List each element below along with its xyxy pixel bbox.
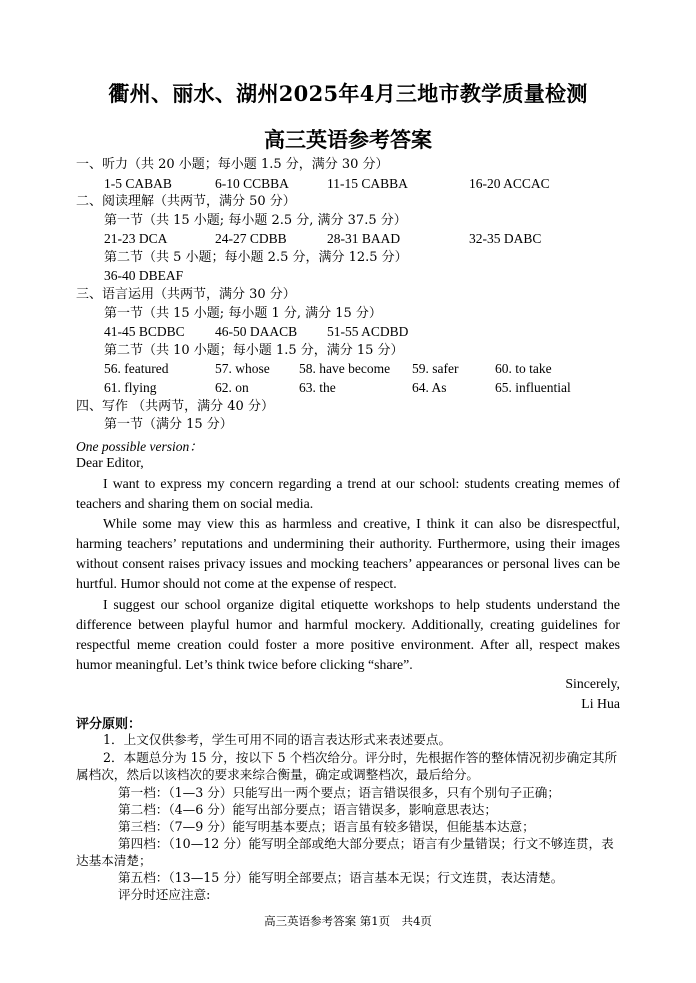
blank-answer: 61. flying bbox=[104, 380, 157, 395]
blank-answer: 60. to take bbox=[495, 361, 552, 376]
listening-heading: 一、听力（共 20 小题；每小题 1.5 分，满分 30 分） bbox=[76, 157, 389, 172]
answer-group: 28-31 BAAD bbox=[327, 231, 401, 246]
blank-answer: 59. safer bbox=[412, 361, 459, 376]
answer-group: 24-27 CDBB bbox=[215, 231, 287, 246]
answer-group: 21-23 DCA bbox=[104, 231, 168, 246]
criteria-heading: 评分原则： bbox=[76, 717, 142, 732]
letter-paragraph: I suggest our school organize digital etiquette workshops to help students understand the difference between playful humor and harmful mockery. Additionally, creating guidelines for respectful meme creation could foster a more positive environment. After all, respect makes humor meaningful. Let’s think twice before clicking “share”. bbox=[76, 597, 620, 672]
writing-heading: 四、写作 （共两节，满分 40 分） bbox=[76, 399, 274, 414]
reading-section2-heading: 第二节（共 5 小题；每小题 2.5 分，满分 12.5 分） bbox=[104, 250, 408, 265]
page-footer: 高三英语参考答案 第1页 共4页 bbox=[264, 914, 432, 928]
blank-answer: 65. influential bbox=[495, 380, 571, 395]
answer-group: 51-55 ACDBD bbox=[327, 324, 409, 339]
criteria-point: 1．上文仅供参考，学生可用不同的语言表达形式来表述要点。 bbox=[103, 732, 452, 747]
criteria-note: 评分时还应注意: bbox=[118, 887, 211, 902]
document-subtitle: 高三英语参考答案 bbox=[264, 127, 432, 152]
blank-answer: 57. whose bbox=[215, 361, 270, 376]
reading-section1-heading: 第一节（共 15 小题; 每小题 2.5 分, 满分 37.5 分） bbox=[104, 213, 407, 228]
answer-group: 6-10 CCBBA bbox=[215, 176, 289, 191]
letter-paragraph: While some may view this as harmless and creative, I think it can also be disrespectful, harming teachers’ reputations and undermining their authority. Furthermore, using their images without consent raises privacy issues and mocking teachers’ appearances or personal lives can be hurtful. Humor should not come at the expense of respect. bbox=[76, 516, 620, 591]
reading-heading: 二、阅读理解（共两节，满分 50 分） bbox=[76, 194, 296, 209]
document-title: 衢州、丽水、湖州2025年4月三地市教学质量检测 bbox=[108, 81, 588, 106]
blank-answer: 64. As bbox=[412, 380, 447, 395]
language-heading: 三、语言运用（共两节，满分 30 分） bbox=[76, 287, 296, 302]
letter-paragraph: I want to express my concern regarding a trend at our school: students creating memes of teachers and sharing them on social media. bbox=[76, 476, 620, 511]
criteria-level: 第三档：（7—9 分）能写明基本要点；语言虽有较多错误，但能基本达意； bbox=[118, 819, 535, 834]
blank-answer: 56. featured bbox=[104, 361, 169, 376]
letter-closing: Sincerely, bbox=[565, 676, 620, 691]
letter-signature: Li Hua bbox=[581, 696, 620, 711]
answer-group: 36-40 DBEAF bbox=[104, 268, 184, 283]
criteria-level: 第四档：（10—12 分）能写明全部或绝大部分要点；语言有少量错误；行文不够连贯，表达基本清楚； bbox=[76, 836, 614, 868]
language-section1-heading: 第一节（共 15 小题; 每小题 1 分, 满分 15 分） bbox=[104, 306, 382, 321]
version-label: One possible version： bbox=[76, 439, 203, 454]
language-section2-heading: 第二节（共 10 小题；每小题 1.5 分，满分 15 分） bbox=[104, 343, 404, 358]
criteria-level: 第五档：（13—15 分）能写明全部要点；语言基本无误；行文连贯，表达清楚。 bbox=[118, 870, 564, 885]
letter-greeting: Dear Editor, bbox=[76, 455, 144, 470]
answer-group: 11-15 CABBA bbox=[327, 176, 408, 191]
blank-answer: 58. have become bbox=[299, 361, 391, 376]
answer-group: 32-35 DABC bbox=[469, 231, 542, 246]
blank-answer: 62. on bbox=[215, 380, 249, 395]
answer-group: 46-50 DAACB bbox=[215, 324, 298, 339]
answer-group: 16-20 ACCAC bbox=[469, 176, 550, 191]
criteria-level: 第二档：（4—6 分）能写出部分要点；语言错误多，影响意思表达； bbox=[118, 802, 497, 817]
answer-group: 1-5 CABAB bbox=[104, 176, 172, 191]
answer-group: 41-45 BCDBC bbox=[104, 324, 185, 339]
writing-section1-heading: 第一节（满分 15 分） bbox=[104, 417, 233, 432]
criteria-level: 第一档：（1—3 分）只能写出一两个要点；语言错误很多，只有个别句子正确； bbox=[118, 785, 560, 800]
criteria-point: 2．本题总分为 15 分，按以下 5 个档次给分。评分时，先根据作答的整体情况初步确定其所属档次，然后以该档次的要求来综合衡量，确定或调整档次，最后给分。 bbox=[76, 750, 618, 782]
blank-answer: 63. the bbox=[299, 380, 336, 395]
